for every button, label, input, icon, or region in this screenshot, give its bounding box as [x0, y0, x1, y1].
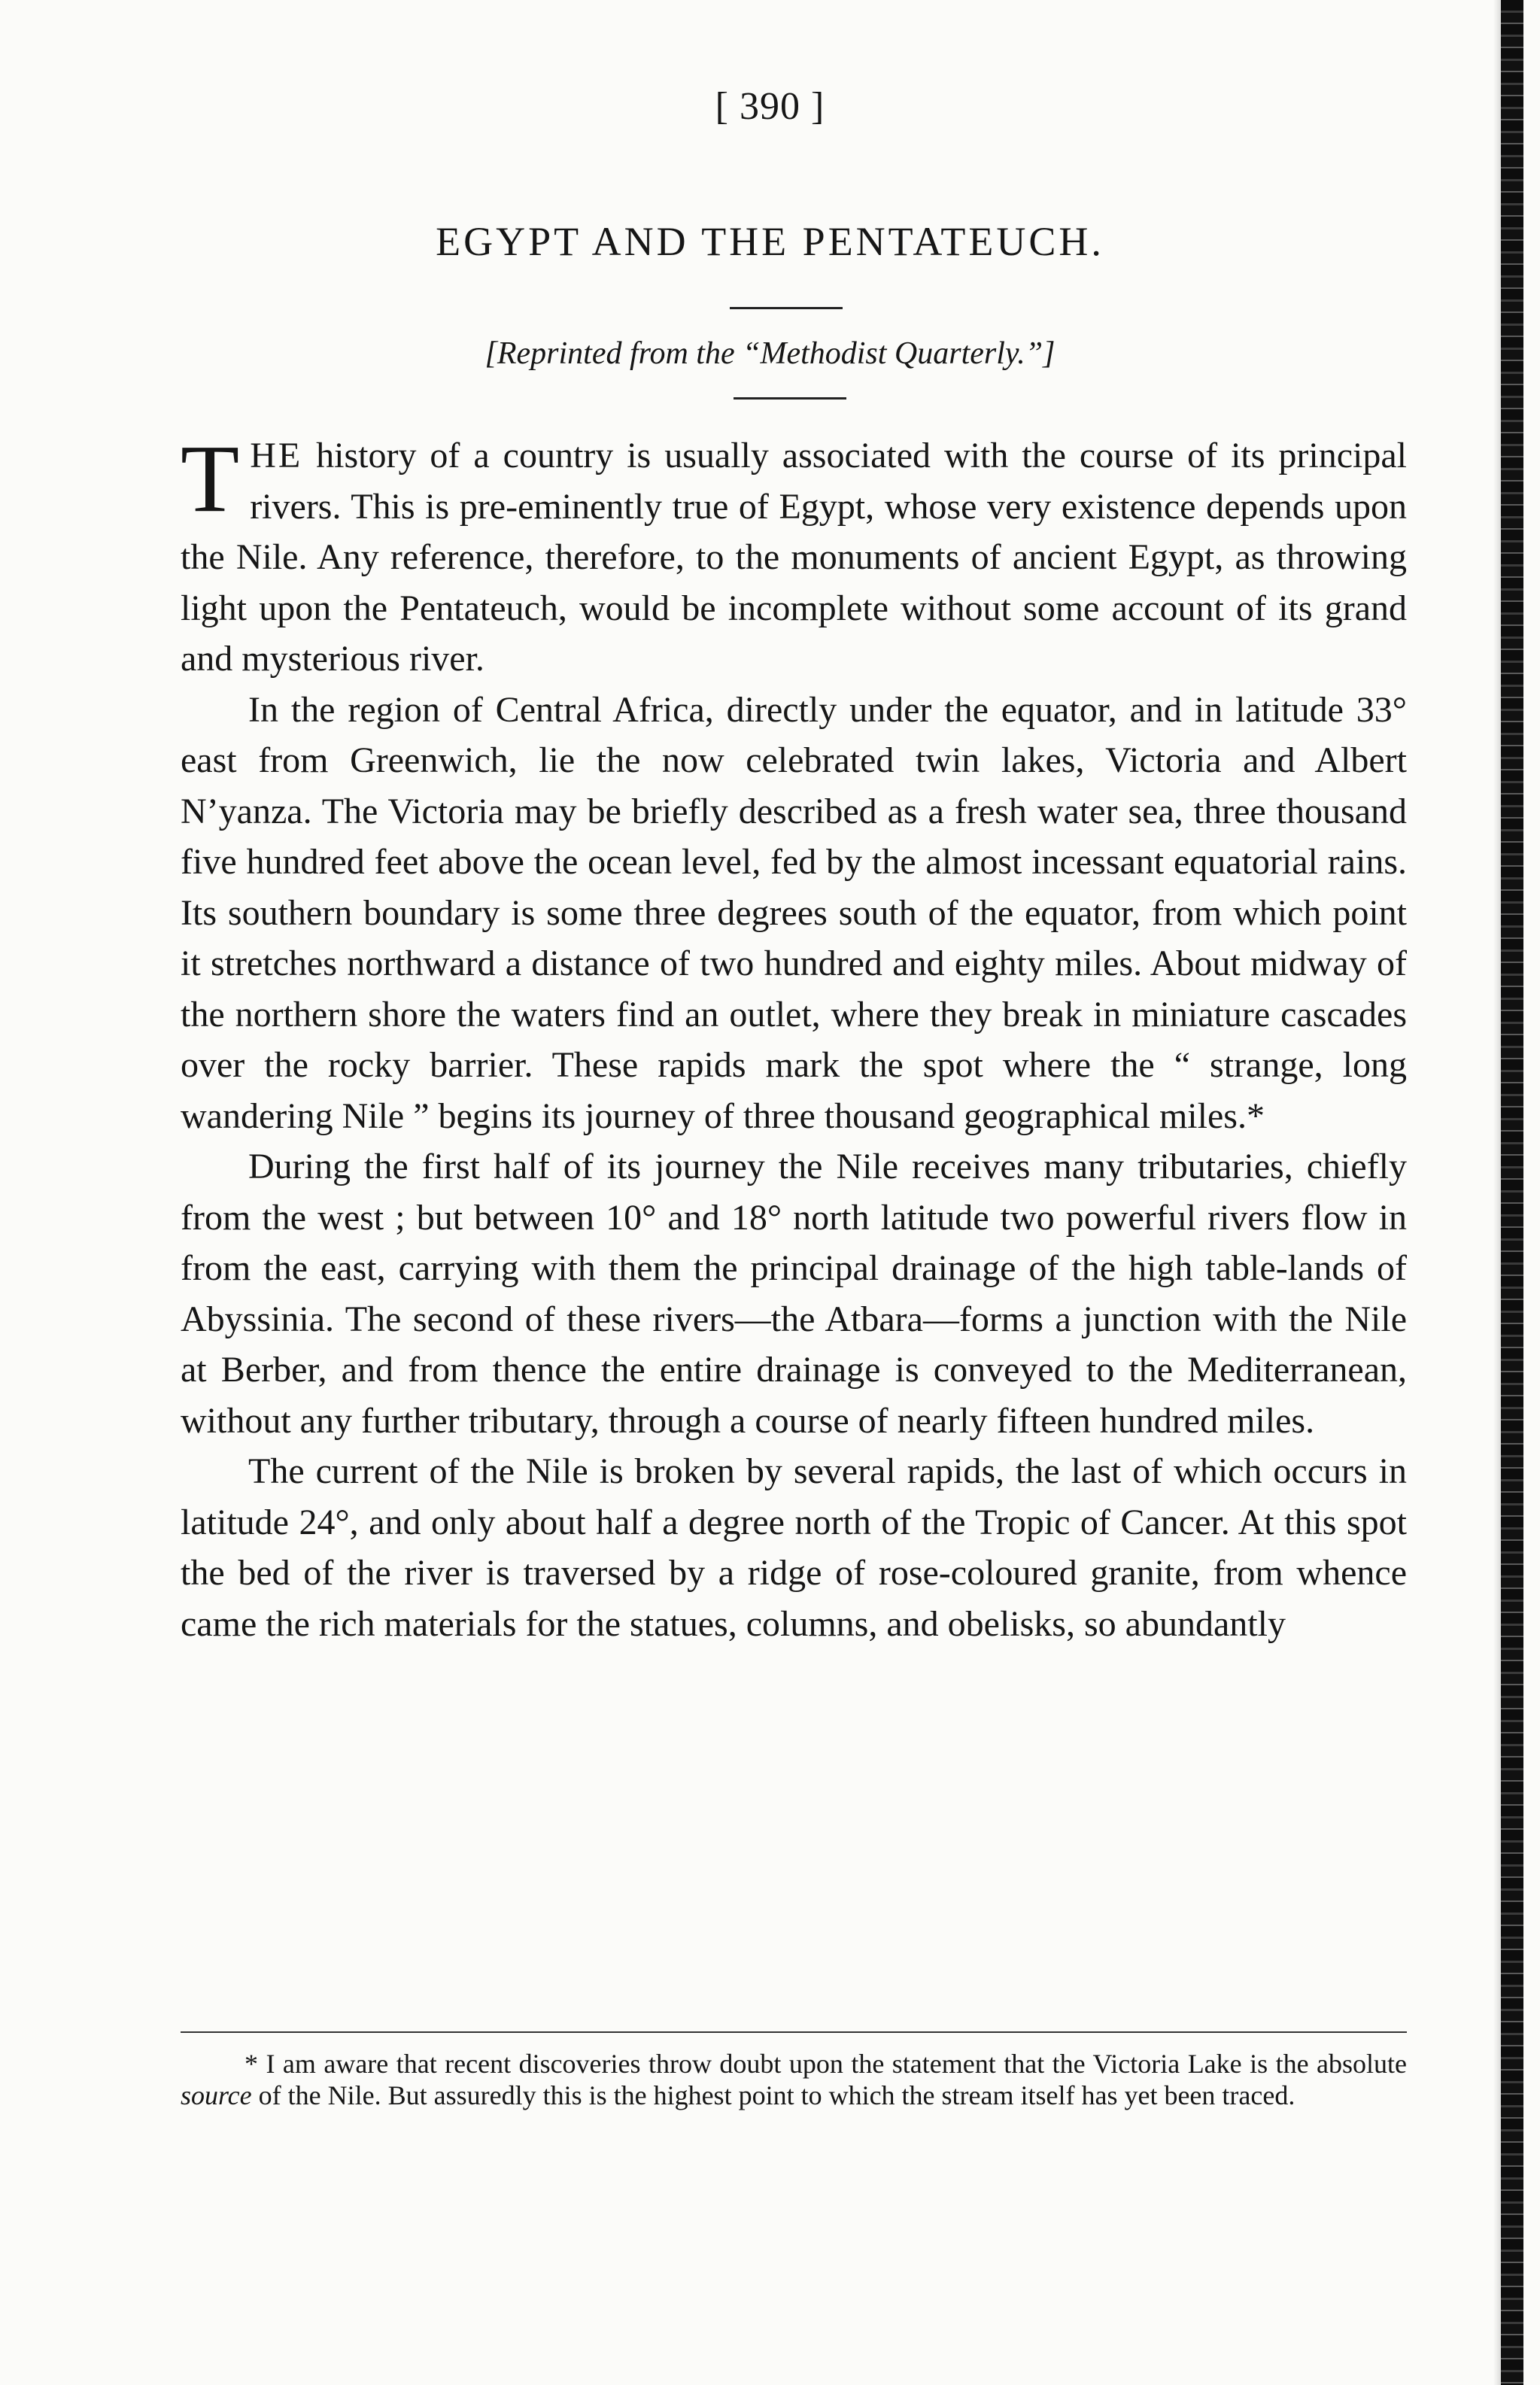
drop-cap: T — [181, 425, 240, 532]
footnote-emphasis: source — [181, 2080, 252, 2110]
paragraph-4: The current of the Nile is broken by several rapids, the last of which occurs in latitude 24°, and only about half a degree north of the Tropic of Cancer. At this spot the bed of the river is traversed by a ridge of rose-coloured granite, from whence came the rich materials for the statues, columns, and obelisks, so abundantly — [181, 1451, 1407, 1644]
footnote-rule — [181, 2031, 1407, 2033]
paragraph-1 — [181, 425, 1407, 685]
footnote-text-start: * I am aware that recent discoveries throw doubt upon the statement that the Victoria Lake is the absolute — [245, 2049, 1407, 2079]
title-rule — [730, 307, 843, 309]
article-body — [181, 425, 1407, 1649]
paragraph-1-text: history of a country is usually associated with the course of its principal rivers. This is pre-eminently true of Egypt, whose very existence depends upon the Nile. Any reference, therefore, to the monuments of ancient Egypt, as throwing light upon the Pentateuch, would be incomplete without some account of its grand and mysterious river. — [181, 436, 1407, 679]
article-title: EGYPT AND THE PENTATEUCH. — [436, 219, 1104, 264]
paragraph-3: During the first half of its journey the Nile receives many tributaries, chiefly from the west ; but between 10° and 18° north latitude two powerful rivers flow in from the east, carrying with them the principal drainage of the high table-lands of Abyssinia. The second of these rivers—the Atbara—forms a junction with the Nile at Berber, and from thence the entire drainage is conveyed to the Mediterranean, without any further tributary, through a course of nearly fifteen hundred miles. — [181, 1147, 1407, 1441]
paragraph-2: In the region of Central Africa, directly under the equator, and in latitude 33° east from Greenwich, lie the now celebrated twin lakes, Victoria and Albert N’yanza. The Victoria may be briefly described as a fresh water sea, three thousand five hundred feet above the ocean level, fed by the almost incessant equatorial rains. Its southern boundary is some three degrees south of the equator, from which point it stretches northward a distance of two hundred and eighty miles. About midway of the northern shore the waters find an outlet, where they break in miniature cascades over the rocky barrier. These rapids mark the spot where the “ strange, long wandering Nile ” begins its journey of three thousand geographical miles.* — [181, 689, 1407, 1136]
subtitle-rule — [734, 397, 846, 400]
page-number: [ 390 ] — [715, 85, 825, 128]
opening-small-caps: HE — [250, 436, 303, 475]
footnote — [181, 2048, 1407, 2111]
footnote-text-end: of the Nile. But assuredly this is the highest point to which the stream itself has yet been traced. — [251, 2080, 1295, 2110]
article-subtitle: [Reprinted from the “Methodist Quarterly.”] — [484, 336, 1056, 371]
